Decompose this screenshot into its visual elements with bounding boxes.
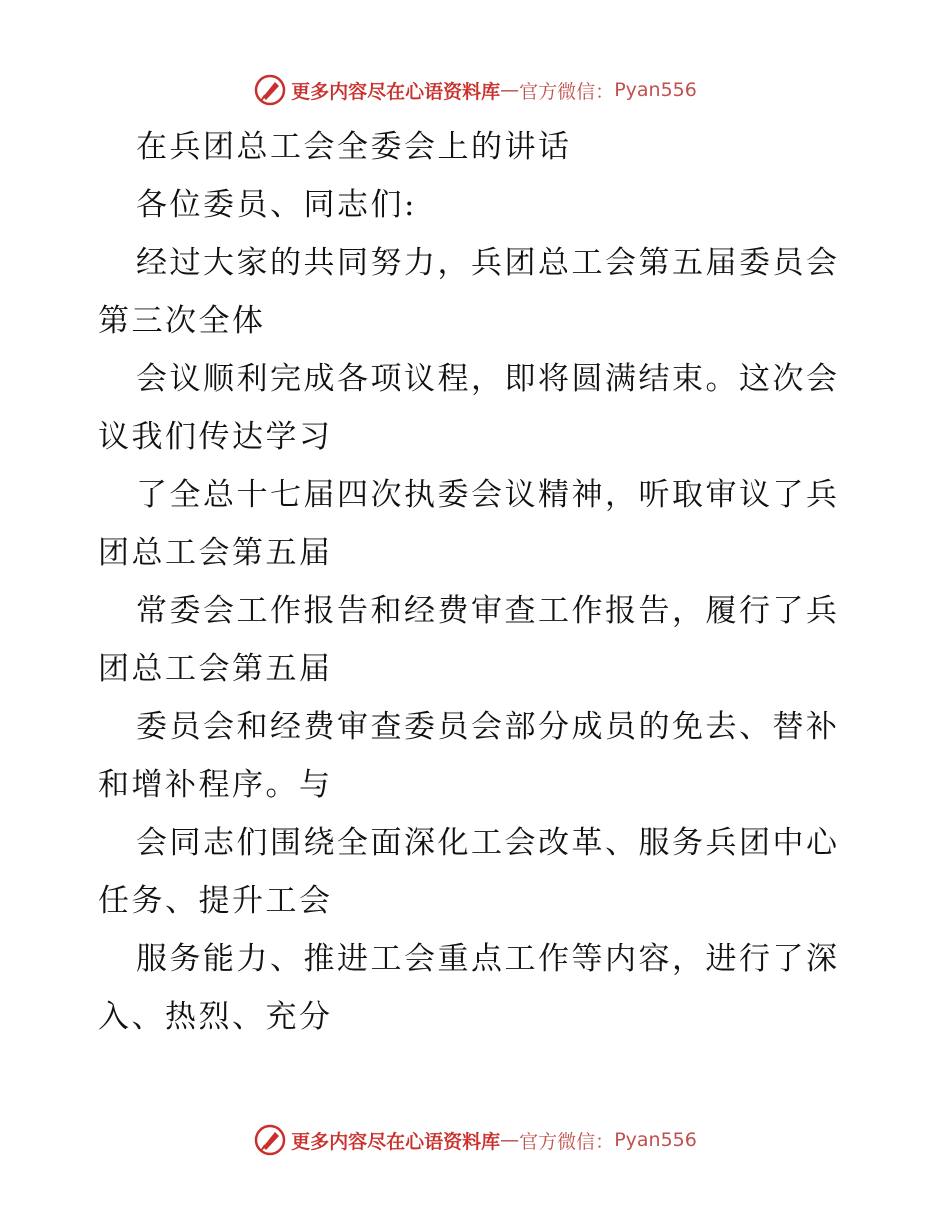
text-line: 会同志们围绕全面深化工会改革、服务兵团中心 (136, 825, 840, 861)
text-line: 和增补程序。与 (98, 767, 333, 803)
text-line: 会议顺利完成各项议程，即将圆满结束。这次会 (136, 361, 840, 397)
text-line: 服务能力、推进工会重点工作等内容，进行了深 (136, 941, 840, 977)
watermark-contact-id: Pyan556 (614, 1129, 697, 1151)
watermark-separator: — (500, 1129, 520, 1151)
document-paragraph (98, 234, 858, 1046)
watermark-contact-label: 官方微信： (519, 80, 615, 103)
text-line: 经过大家的共同努力，兵团总工会第五届委员会 (136, 245, 840, 281)
pen-nib-logo-icon (253, 73, 287, 107)
watermark-brand: 更多内容尽在心语资料库 (291, 1130, 501, 1153)
text-line: 了全总十七届四次执委会议精神，听取审议了兵 (136, 477, 840, 513)
watermark-contact-label: 官方微信： (519, 1130, 615, 1153)
text-line: 团总工会第五届 (98, 535, 333, 571)
text-line: 团总工会第五届 (98, 651, 333, 687)
text-line: 入、热烈、充分 (98, 999, 333, 1035)
text-line: 常委会工作报告和经费审查工作报告，履行了兵 (136, 593, 840, 629)
pen-nib-logo-icon (253, 1123, 287, 1157)
watermark-footer (0, 1120, 950, 1160)
text-line: 委员会和经费审查委员会部分成员的免去、替补 (136, 709, 840, 745)
document-title: 在兵团总工会全委会上的讲话 (136, 129, 572, 165)
watermark-separator: — (500, 79, 520, 101)
document-salutation: 各位委员、同志们: (136, 187, 417, 223)
text-line: 第三次全体 (98, 303, 266, 339)
document-body (98, 118, 858, 1046)
watermark-header (0, 70, 950, 110)
text-line: 议我们传达学习 (98, 419, 333, 455)
watermark-brand: 更多内容尽在心语资料库 (291, 80, 501, 103)
watermark-contact-id: Pyan556 (614, 79, 697, 101)
text-line: 任务、提升工会 (98, 883, 333, 919)
